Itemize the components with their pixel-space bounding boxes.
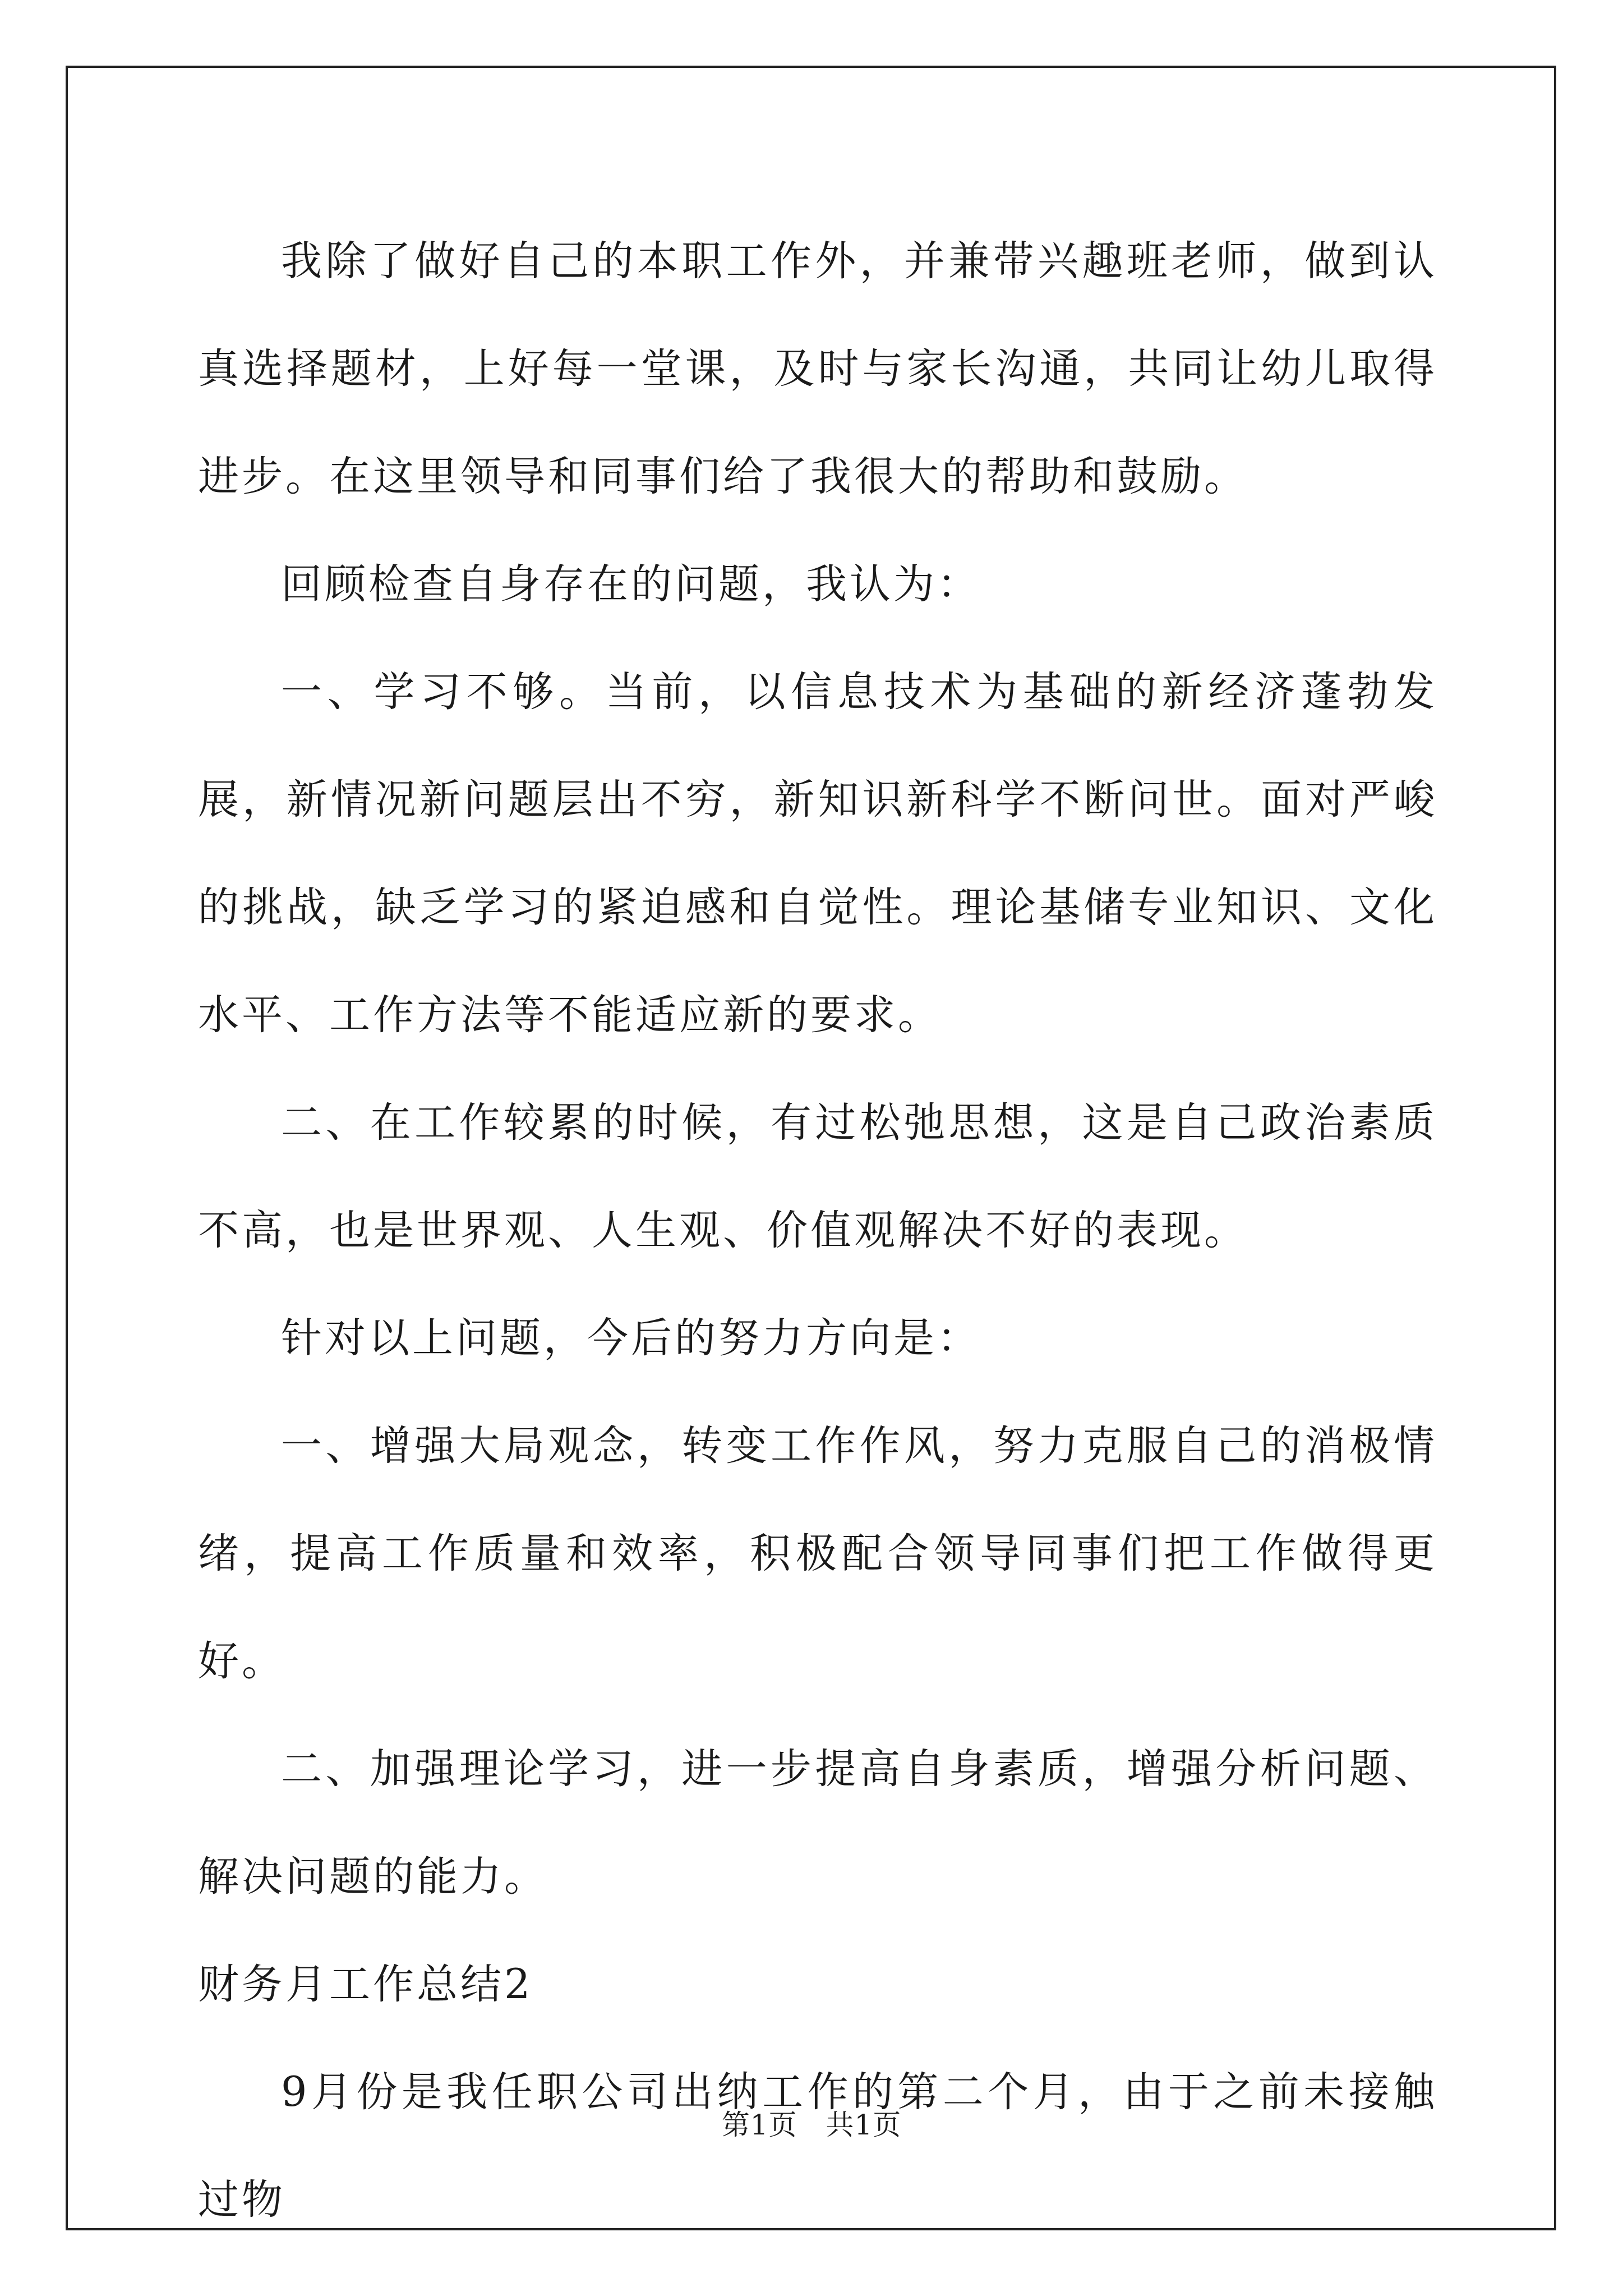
paragraph-september: 9月份是我任职公司出纳工作的第二个月，由于之前未接触过物 — [198, 2068, 1437, 2224]
paragraph-review-intro: 回顾检查自身存在的问题，我认为： — [281, 560, 981, 608]
page-number-footer: 第1页 共1页 — [721, 2109, 902, 2141]
document-body — [198, 208, 1437, 2254]
paragraph-problem-one: 一、学习不够。当前，以信息技术为基础的新经济蓬勃发展，新情况新问题层出不穷，新知识新科学不断问世。面对严峻的挑战，缺乏学习的紧迫感和自觉性。理论基储专业知识、文化水平、工作方法等不能适应新的要求。 — [198, 668, 1437, 1039]
paragraph-direction-two: 二、加强理论学习，进一步提高自身素质，增强分析问题、解决问题的能力。 — [198, 1745, 1437, 1901]
paragraph-direction-intro: 针对以上问题，今后的努力方向是： — [281, 1314, 981, 1362]
paragraph-problem-two: 二、在工作较累的时候，有过松弛思想，这是自己政治素质不高，也是世界观、人生观、价值观解决不好的表现。 — [198, 1099, 1437, 1254]
paragraph-direction-one: 一、增强大局观念，转变工作作风，努力克服自己的消极情绪，提高工作质量和效率，积极配合领导同事们把工作做得更好。 — [198, 1422, 1437, 1685]
paragraph-interest-class: 我除了做好自己的本职工作外，并兼带兴趣班老师，做到认真选择题材，上好每一堂课，及时与家长沟通，共同让幼儿取得进步。在这里领导和同事们给了我很大的帮助和鼓励。 — [198, 237, 1437, 500]
section-heading: 财务月工作总结2 — [198, 1961, 533, 2008]
